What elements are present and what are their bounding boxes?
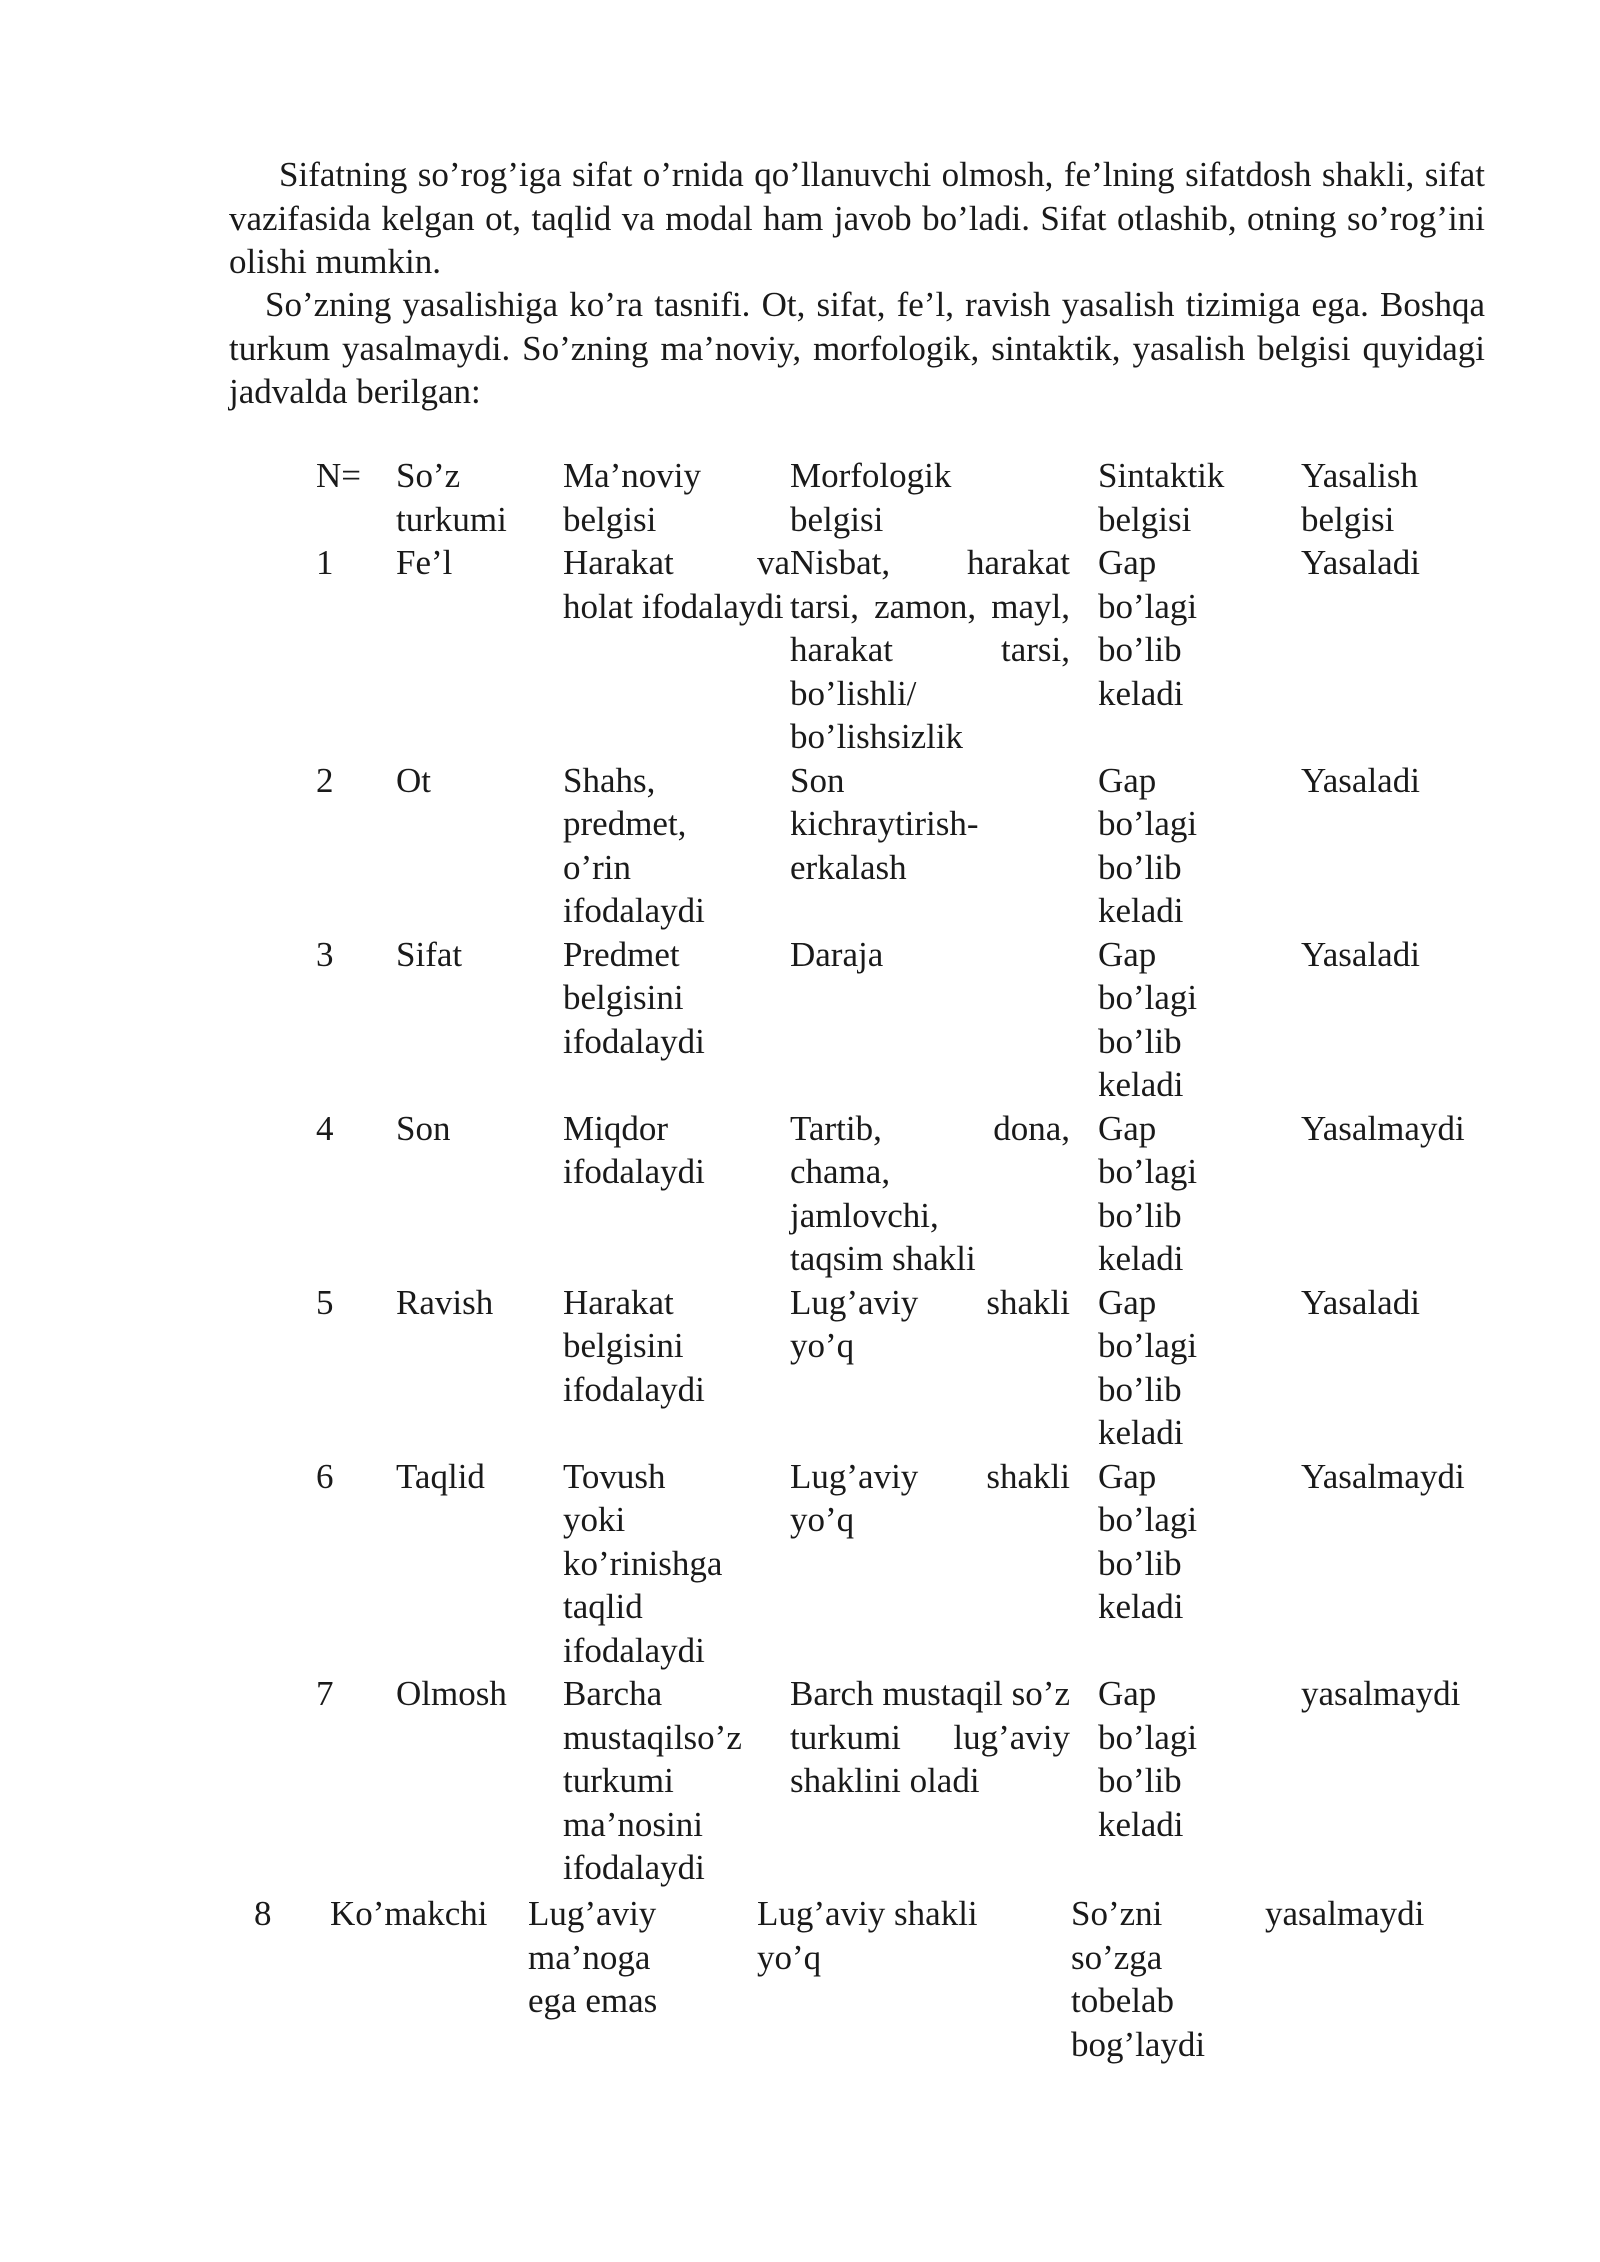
cell-derivation: Yasaladi [1301, 760, 1420, 800]
cell-word-class: Sifat [396, 934, 463, 974]
cell-semantic: Predmet belgisini ifodalaydi [563, 934, 705, 1061]
cell-semantic: Barcha mustaqilso’z turkumi ma’nosini ifodalaydi [563, 1674, 742, 1887]
cell-semantic: Shahs, predmet, o’rin ifodalaydi [563, 760, 705, 930]
cell-word-class: Ot [396, 760, 431, 800]
table-row [316, 1672, 1481, 1890]
cell-morphological: Son kichraytirish- erkalash [790, 760, 979, 887]
paragraph-sifat-sorogi: Sifatning so’rog’iga sifat o’rnida qo’llanuvchi olmosh, fe’lning sifatdosh shakli, sifat vazifasida kelgan ot, taqlid va modal ham javob bo’ladi. Sifat otlashib, otning so’rog’ini olishi mumkin. [229, 155, 1485, 281]
header-syntactic: Sintaktik belgisi [1098, 456, 1225, 539]
cell-semantic: Tovush yoki ko’rinishga taqlid ifodalaydi [563, 1456, 723, 1670]
cell-morphological: Daraja [790, 934, 884, 974]
cell-derivation: yasalmaydi [1301, 1674, 1461, 1713]
table-row [316, 541, 1481, 759]
cell-syntactic: Gap bo’lagi bo’lib keladi [1098, 1108, 1198, 1278]
table-row [316, 1107, 1481, 1281]
cell-number: 7 [316, 1674, 334, 1713]
table-row [254, 1892, 1465, 2066]
table-row [316, 1281, 1481, 1455]
cell-number: 3 [316, 934, 334, 974]
cell-morphological: Lug’aviy shakli yo’q [790, 1282, 1070, 1365]
cell-syntactic: Gap bo’lagi bo’lib keladi [1098, 934, 1198, 1104]
cell-derivation: Yasalmaydi [1301, 1456, 1465, 1496]
cell-derivation: Yasaladi [1301, 934, 1420, 974]
table-row [316, 933, 1481, 1107]
cell-number: 6 [316, 1456, 334, 1496]
paragraph-yasalish-tasnifi: So’zning yasalishiga ko’ra tasnifi. Ot, sifat, fe’l, ravish yasalish tizimiga ega. Boshqa turkum yasalmaydi. So’zning ma’noviy, morfologik, sintaktik, yasalish belgisi quyidagi jadvalda berilgan: [229, 285, 1485, 411]
cell-morphological: Nisbat, harakat tarsi, zamon, mayl, harakat tarsi, bo’lishli/ bo’lishsizlik [790, 543, 1070, 756]
table-row [316, 1455, 1481, 1673]
cell-syntactic: Gap bo’lagi bo’lib keladi [1098, 1282, 1198, 1452]
cell-number: 1 [316, 543, 334, 582]
cell-word-class: Son [396, 1108, 451, 1148]
cell-morphological: Lug’aviy shakli yo’q [790, 1456, 1070, 1539]
cell-morphological: Tartib, dona, chama, jamlovchi, taqsim shakli [790, 1108, 1070, 1278]
header-derivation: Yasalish belgisi [1301, 456, 1419, 539]
cell-word-class: Ravish [396, 1282, 494, 1322]
cell-morphological: Barch mustaqil so’z turkumi lug’aviy shaklini oladi [790, 1674, 1070, 1800]
cell-syntactic: Gap bo’lagi bo’lib keladi [1098, 1674, 1198, 1844]
cell-semantic: Harakat va holat ifodalaydi [563, 543, 790, 626]
cell-number: 4 [316, 1108, 334, 1148]
cell-derivation: Yasaladi [1301, 543, 1420, 582]
cell-semantic: Miqdor ifodalaydi [563, 1108, 705, 1191]
cell-morphological: Lug’aviy shakli yo’q [757, 1894, 978, 1977]
cell-word-class: Olmosh [396, 1674, 507, 1713]
header-word-class: So’z turkumi [396, 456, 507, 539]
cell-syntactic: Gap bo’lagi bo’lib keladi [1098, 1456, 1198, 1626]
cell-word-class: Taqlid [396, 1456, 485, 1496]
header-morphological: Morfologik belgisi [790, 456, 952, 539]
word-class-table [316, 454, 1481, 1890]
cell-syntactic: Gap bo’lagi bo’lib keladi [1098, 760, 1198, 930]
header-number: N= [316, 456, 362, 495]
table-row [316, 759, 1481, 933]
cell-number: 5 [316, 1282, 334, 1322]
cell-word-class: Fe’l [396, 543, 453, 582]
cell-word-class: Ko’makchi [330, 1894, 488, 1933]
cell-derivation: yasalmaydi [1265, 1894, 1425, 1933]
cell-semantic: Lug’aviy ma’noga ega emas [528, 1894, 658, 2020]
cell-syntactic: So’zni so’zga tobelab bog’laydi [1071, 1894, 1206, 2064]
cell-number: 8 [254, 1894, 272, 1933]
table-header-row [316, 454, 1481, 541]
cell-semantic: Harakat belgisini ifodalaydi [563, 1282, 705, 1409]
word-class-table-row-8 [254, 1892, 1465, 2066]
cell-derivation: Yasalmaydi [1301, 1108, 1465, 1148]
cell-syntactic: Gap bo’lagi bo’lib keladi [1098, 543, 1198, 713]
cell-derivation: Yasaladi [1301, 1282, 1420, 1322]
cell-number: 2 [316, 760, 334, 800]
header-semantic: Ma’noviy belgisi [563, 456, 702, 539]
